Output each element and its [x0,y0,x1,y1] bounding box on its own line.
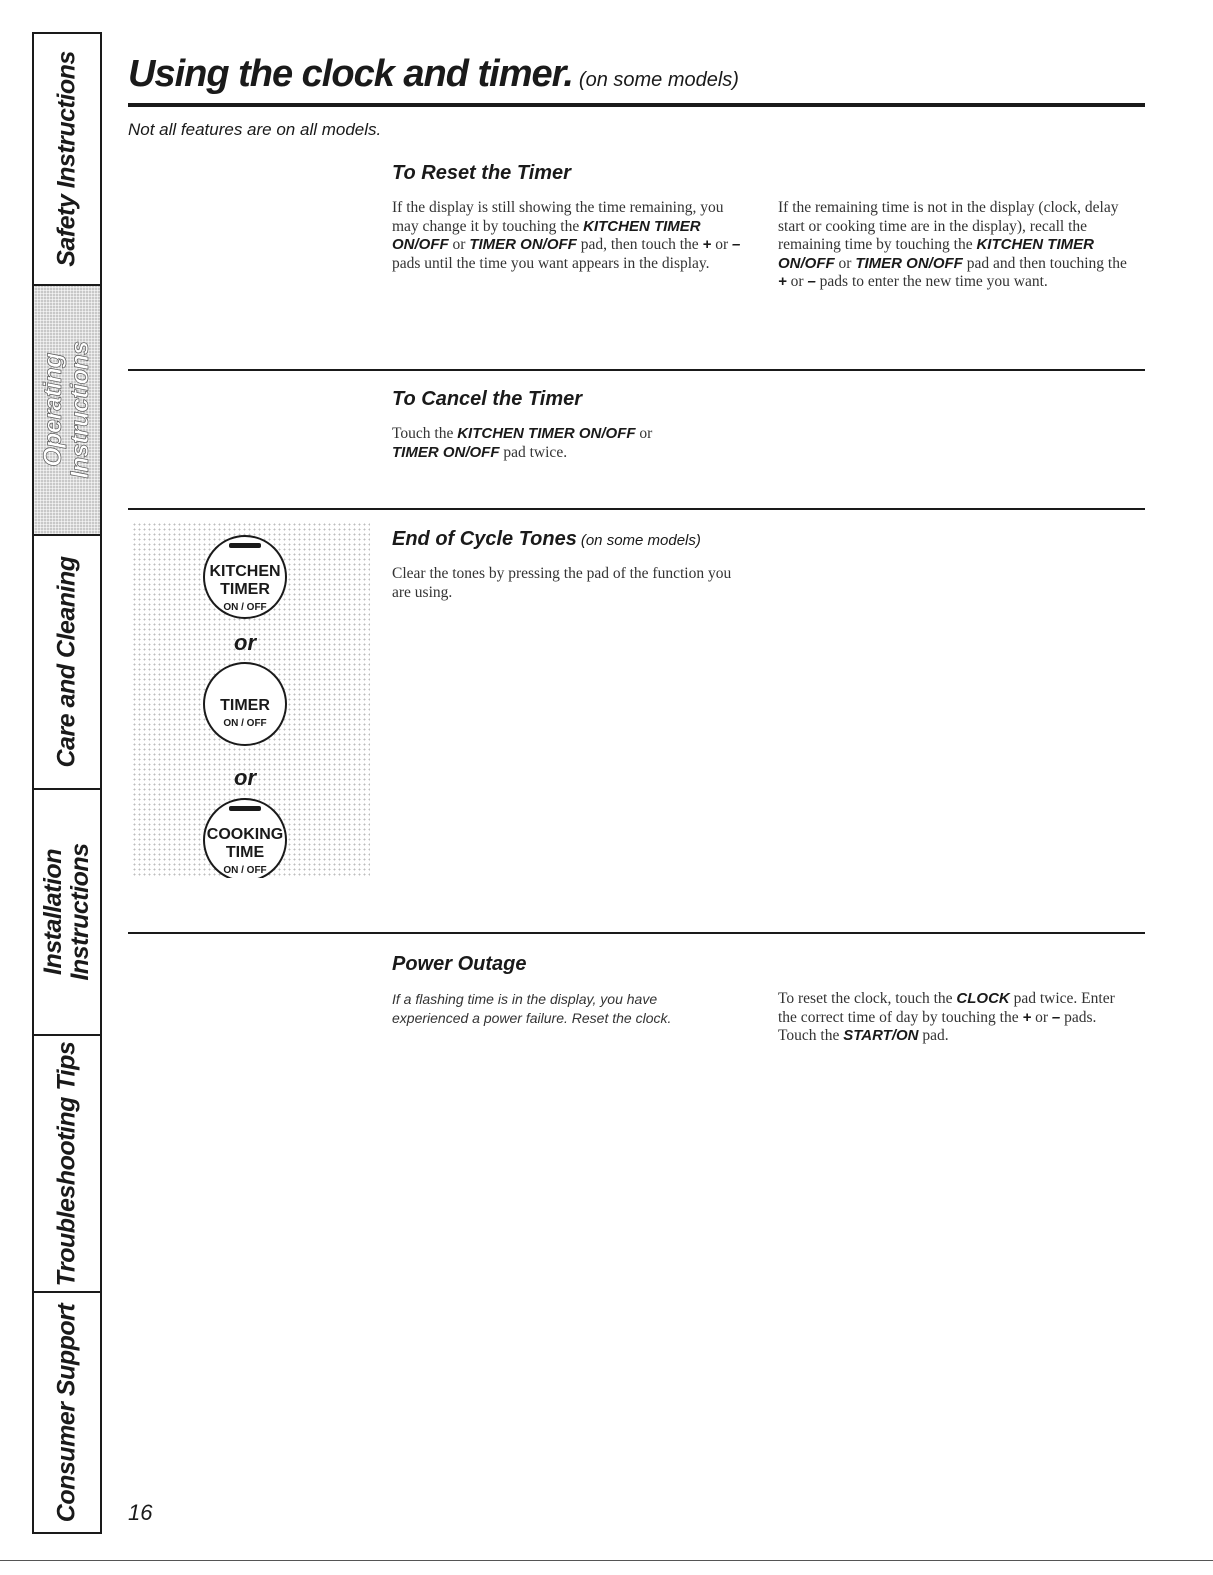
section-divider [128,369,1145,371]
tab-care-and-cleaning[interactable] [34,536,100,790]
cooking-time-pad [204,799,286,878]
timer-pad [204,663,286,745]
power-outage-heading: Power Outage [392,953,527,975]
cancel-timer-text: Touch the KITCHEN TIMER ON/OFF or TIMER ON/OFF pad twice. [392,425,653,461]
kitchen-pad-line1: KITCHEN [209,563,281,580]
tab-consumer-support[interactable] [34,1293,100,1532]
section-divider [128,932,1145,934]
or-separator: or [234,765,256,790]
cooking-pad-line3: ON / OFF [223,865,267,876]
power-outage-note: If a flashing time is in the display, you have experienced a power failure. Reset the clock. [392,991,672,1026]
or-separator: or [234,630,256,655]
timer-pad-line1: TIMER [220,697,270,714]
reset-timer-text-left: If the display is still showing the time remaining, you may change it by touching the KITCHEN TIMER ON/OFF or TIMER ON/OFF pad, then touch the + or – pads until the time you want appears in the display. [392,199,741,272]
title-divider [128,103,1145,107]
end-of-cycle-text: Clear the tones by pressing the pad of the function you are using. [392,565,732,601]
kitchen-pad-line3: ON / OFF [223,602,267,613]
kitchen-timer-pad [204,536,286,618]
tab-label: Safety Instructions [52,51,81,267]
cancel-timer-heading: To Cancel the Timer [392,388,583,410]
tab-troubleshooting-tips[interactable] [34,1036,100,1293]
cooking-pad-line2: TIME [225,844,265,861]
cooking-pad-line1: COOKING [206,826,284,843]
section-divider [128,508,1145,510]
pad-indicator-bar [229,806,261,811]
page-title-subtitle: (on some models) [578,69,739,91]
tab-label: Troubleshooting Tips [52,1041,81,1286]
page-title [128,52,739,102]
pad-indicator-bar [229,543,261,548]
bottom-divider [0,1560,1213,1561]
tab-label: Care and Cleaning [52,556,81,768]
power-outage-text: To reset the clock, touch the CLOCK pad twice. Enter the correct time of day by touching the + or – pads. Touch the START/ON pad. [778,990,1115,1044]
kitchen-pad-line2: TIMER [220,581,270,598]
page-number: 16 [128,1500,153,1525]
page-title-text: Using the clock and timer. [128,53,573,95]
end-of-cycle-heading: End of Cycle Tones (on some models) [392,528,701,550]
tab-label: Consumer Support [52,1303,81,1522]
tab-label: Operating Instructions [39,341,94,479]
tab-operating-instructions[interactable] [34,286,100,536]
end-of-cycle-subtitle: (on some models) [580,532,701,549]
reset-timer-text-right: If the remaining time is not in the display (clock, delay start or cooking time are in the display), recall the remaining time by touching the KITCHEN TIMER ON/OFF or TIMER ON/OFF pad and then touching the + or – pads to enter the new time you want. [778,199,1127,290]
timer-pads-illustration [132,522,370,878]
timer-pad-line2: ON / OFF [223,718,267,729]
side-tab-navigation [32,32,102,1534]
tab-safety-instructions[interactable] [34,34,100,286]
tab-installation-instructions[interactable] [34,790,100,1036]
features-note: Not all features are on all models. [128,120,382,139]
tab-label: Installation Instructions [39,843,94,981]
timer-pads-graphic [132,522,370,878]
reset-timer-heading: To Reset the Timer [392,162,571,184]
